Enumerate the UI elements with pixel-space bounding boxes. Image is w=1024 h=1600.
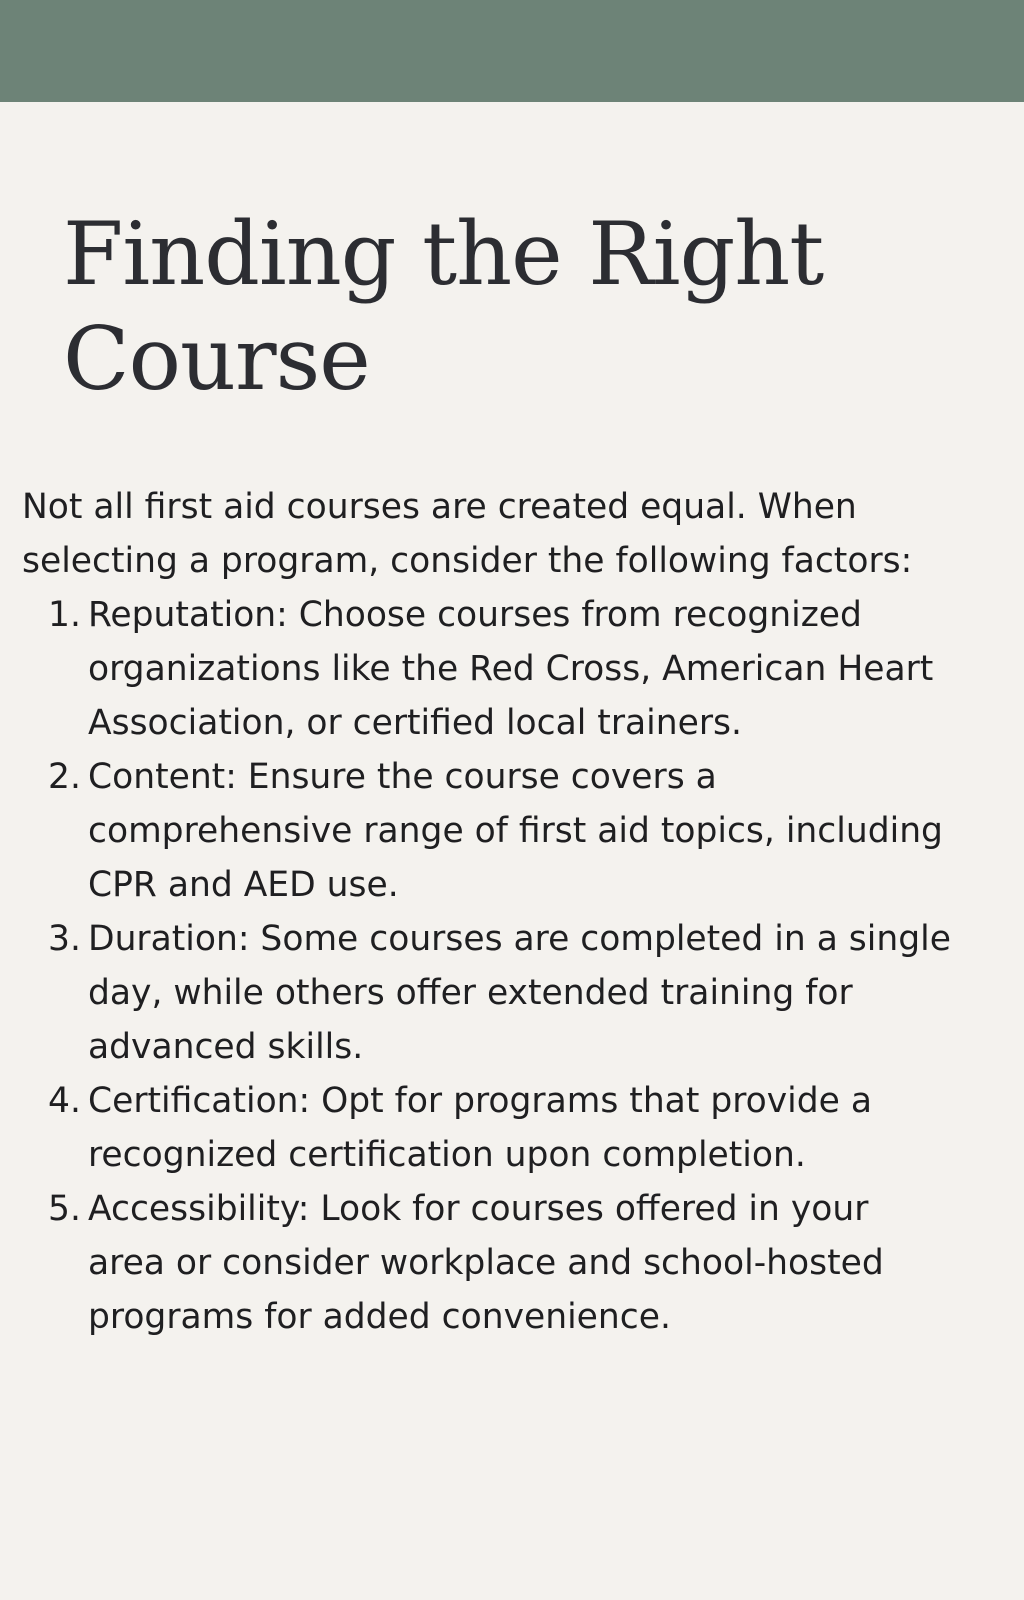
factor-text-line: CPR and AED use. <box>88 865 399 905</box>
factor-text-line: comprehensive range of first aid topics, including <box>88 811 943 851</box>
body-content <box>22 480 1022 1344</box>
factor-text-line: Association, or certified local trainers. <box>88 703 742 743</box>
factor-text-line: Accessibility: Look for courses offered in your <box>88 1189 869 1229</box>
intro-line-2: selecting a program, consider the following factors: <box>22 541 913 581</box>
factor-text-line: recognized certification upon completion. <box>88 1135 806 1175</box>
factor-text-line: Reputation: Choose courses from recognized <box>88 595 862 635</box>
title-line-1: Finding the Right <box>63 203 824 305</box>
factor-text-line: day, while others offer extended training for <box>88 973 853 1013</box>
factor-number: 3. <box>48 919 81 959</box>
factor-number: 4. <box>48 1081 81 1121</box>
factor-text-line: advanced skills. <box>88 1027 364 1067</box>
title-line-2: Course <box>63 308 370 410</box>
factor-number: 5. <box>48 1189 81 1229</box>
intro-paragraph <box>22 480 1022 588</box>
header-band <box>0 0 1024 102</box>
factor-text-line: programs for added convenience. <box>88 1297 671 1337</box>
factor-number: 2. <box>48 757 81 797</box>
factor-item-accessibility <box>22 1182 1022 1344</box>
factor-item-content <box>22 750 1022 912</box>
factor-text-line: Duration: Some courses are completed in a single <box>88 919 951 959</box>
factor-item-certification <box>22 1074 1022 1182</box>
factor-text-line: Content: Ensure the course covers a <box>88 757 717 797</box>
intro-line-1: Not all first aid courses are created equal. When <box>22 487 857 527</box>
factor-text-line: area or consider workplace and school-hosted <box>88 1243 884 1283</box>
factors-list <box>22 588 1022 1344</box>
factor-item-duration <box>22 912 1022 1074</box>
factor-text-line: organizations like the Red Cross, American Heart <box>88 649 934 689</box>
factor-item-reputation <box>22 588 1022 750</box>
page-title <box>63 202 963 412</box>
factor-number: 1. <box>48 595 81 635</box>
factor-text-line: Certification: Opt for programs that provide a <box>88 1081 872 1121</box>
